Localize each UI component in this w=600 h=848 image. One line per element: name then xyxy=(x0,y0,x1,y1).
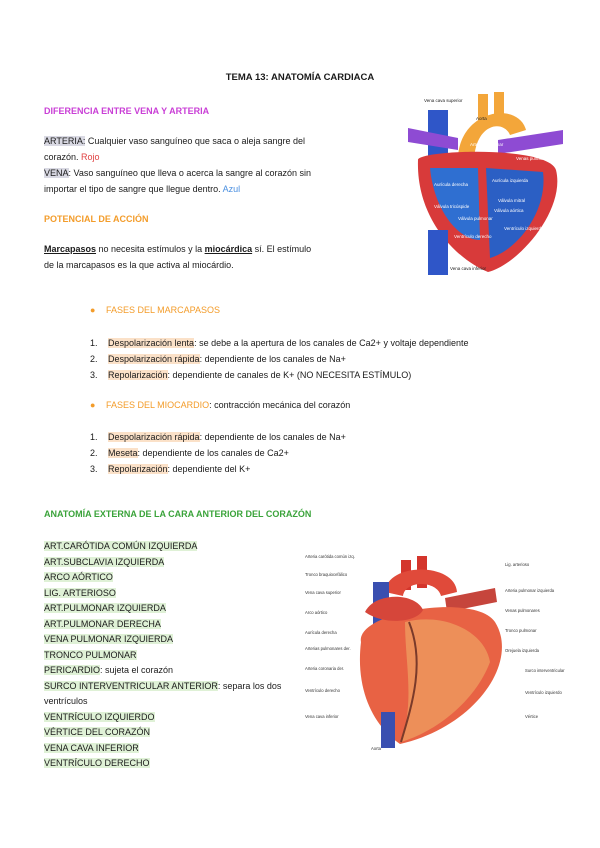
marcapasos-line2: de la marcapasos es la que activa al miocárdio. xyxy=(44,260,234,270)
vena-text1: : Vaso sanguíneo que lleva o acerca la sangre al corazón sin xyxy=(68,168,312,178)
fases-marcapasos-heading-row xyxy=(90,305,220,315)
label-tronco-pulmonar: Tronco pulmonar xyxy=(505,628,537,633)
anatomy-term-list xyxy=(44,539,281,772)
marcapasos-mid: no necesita estímulos y la xyxy=(96,244,205,254)
bullet-icon: ● xyxy=(90,400,96,410)
list-item: 3. Repolarización: dependiente del K+ xyxy=(90,464,251,474)
label-aorta: Aorta xyxy=(371,746,382,751)
list-item: 2. Despolarización rápida: dependiente de los canales de Na+ xyxy=(90,354,346,364)
miocardica-word: miocárdica xyxy=(204,244,253,254)
label-arteria-pulmonar-izq: Arteria pulmonar izquierda xyxy=(505,588,555,593)
label-vertice: Vértice xyxy=(525,714,539,719)
label-arco-aortico: Arco aórtico xyxy=(305,610,328,615)
fases-miocardio-note: : contracción mecánica del corazón xyxy=(209,400,351,410)
fases-marcapasos-heading: FASES DEL MARCAPASOS xyxy=(105,305,220,315)
bullet-icon: ● xyxy=(90,305,96,315)
arteria-color: Rojo xyxy=(81,152,100,162)
label-vena-cava-superior: Vena cava superior xyxy=(305,590,341,595)
heart-external-anterior-diagram xyxy=(305,552,583,752)
vena-label: VENA xyxy=(44,168,69,178)
vena-cava-inferior-shape xyxy=(381,712,395,748)
list-item: PERICARDIO: sujeta el corazón xyxy=(44,665,174,675)
label-ventriculo-izquierdo: Ventrículo izquierdo xyxy=(504,226,544,231)
arteria-label: ARTERIA: xyxy=(44,136,86,146)
marcapasos-end: sí. El estímulo xyxy=(252,244,312,254)
arteria-text1: Cualquier vaso sanguíneo que saca o aleja sangre del xyxy=(85,136,305,146)
arteria-pulmonar-der-shape xyxy=(498,130,563,154)
label-surco: Surco interventricular xyxy=(525,668,565,673)
vena-text2: importar el tipo de sangre que llegue dentro. xyxy=(44,184,221,194)
list-item: ART.PULMONAR DERECHA xyxy=(44,618,161,629)
arteria-paragraph xyxy=(44,133,344,197)
label-venas-pulmonares: Venas pulmonares xyxy=(516,156,554,161)
list-item: VENTRÍCULO IZQUIERDO xyxy=(44,711,155,722)
label-tronco-braquiocefalico: Tronco braquiocefálico xyxy=(305,572,348,577)
list-item: 3. Repolarización: dependiente de canales de K+ (NO NECESITA ESTÍMULO) xyxy=(90,370,412,380)
label-auricula-izquierda: Aurícula izquierda xyxy=(492,178,529,183)
list-item: 1. Despolarización rápida: dependiente de los canales de Na+ xyxy=(90,432,346,442)
fases-miocardio-heading: FASES DEL MIOCARDIO xyxy=(105,400,210,410)
label-valvula-pulmonar: Válvula pulmonar xyxy=(458,216,493,221)
label-carotida: Arteria carótida común izq. xyxy=(305,554,355,559)
label-arteria-pulmonar: Arteria pulmonar xyxy=(470,142,504,147)
heart-cross-section-diagram xyxy=(398,90,570,280)
list-item: VENTRÍCULO DERECHO xyxy=(44,758,150,768)
list-item: LIG. ARTERIOSO xyxy=(44,587,116,598)
vena-color: Azul xyxy=(222,184,241,194)
label-orejuela: Orejuela izquierda xyxy=(505,648,539,653)
label-aorta: Aorta xyxy=(476,116,487,121)
list-item: ART.SUBCLAVIA IZQUIERDA xyxy=(44,556,165,567)
list-item: VÉRTICE DEL CORAZÓN xyxy=(44,727,151,737)
arco-aortico-shape xyxy=(385,570,457,597)
label-valvula-tricuspide: Válvula tricúspide xyxy=(434,204,470,209)
label-vena-cava-inferior: Vena cava inferior xyxy=(450,266,487,271)
list-item: TRONCO PULMONAR xyxy=(44,649,137,660)
label-ventriculo-derecho: Ventrículo derecho xyxy=(305,688,340,693)
list-item: ART.CARÓTIDA COMÚN IZQUIERDA xyxy=(44,541,198,551)
label-valvula-mitral: Válvula mitral xyxy=(498,198,526,203)
marcapasos-word: Marcapasos xyxy=(44,244,97,254)
section-heading-anatomia-externa: ANATOMÍA EXTERNA DE LA CARA ANTERIOR DEL CORAZÓN xyxy=(44,509,312,519)
label-ventriculo-derecho: Ventrículo derecho xyxy=(454,234,492,239)
arteria-text2: corazón. xyxy=(44,152,79,162)
list-item: ARCO AÓRTICO xyxy=(44,572,113,582)
list-item: VENA CAVA INFERIOR xyxy=(44,742,139,753)
list-item: VENA PULMONAR IZQUIERDA xyxy=(44,634,174,644)
label-vena-cava-inferior: Vena cava inferior xyxy=(305,714,339,719)
page-title: TEMA 13: ANATOMÍA CARDIACA xyxy=(225,72,375,83)
list-item: ART.PULMONAR IZQUIERDA xyxy=(44,603,166,613)
section-heading-potencial: POTENCIAL DE ACCIÓN xyxy=(44,214,149,224)
label-arteria-coronaria: Arteria coronaria der. xyxy=(305,666,345,671)
label-lig-arterioso: Lig. arterioso xyxy=(505,562,530,567)
label-auricula-derecha: Aurícula derecha xyxy=(434,182,469,187)
vena-cava-inferior-shape xyxy=(428,230,448,275)
marcapasos-paragraph xyxy=(44,241,354,273)
fases-miocardio-heading-row xyxy=(90,400,350,410)
list-item: ventrículos xyxy=(44,696,88,706)
section-heading-diferencia: DIFERENCIA ENTRE VENA Y ARTERIA xyxy=(44,106,210,116)
fases-marcapasos-list xyxy=(90,335,469,383)
label-valvula-aortica: Válvula aórtica xyxy=(494,208,524,213)
label-auricula-derecha: Aurícula derecha xyxy=(305,630,337,635)
label-vena-cava-superior: Vena cava superior xyxy=(424,98,463,103)
list-item: SURCO INTERVENTRICULAR ANTERIOR: separa los dos xyxy=(44,680,282,691)
list-item: 1. Despolarización lenta: se debe a la apertura de los canales de Ca2+ y voltaje dependiente xyxy=(90,338,469,348)
label-arterias-pulmonares: Arterias pulmonares der. xyxy=(305,646,351,651)
label-ventriculo-izquierdo: Ventrículo izquierdo xyxy=(525,690,562,695)
fases-miocardio-list xyxy=(90,429,346,477)
label-venas-pulmonares: Venas pulmonares xyxy=(505,608,540,613)
list-item: 2. Meseta: dependiente de los canales de Ca2+ xyxy=(90,448,289,458)
